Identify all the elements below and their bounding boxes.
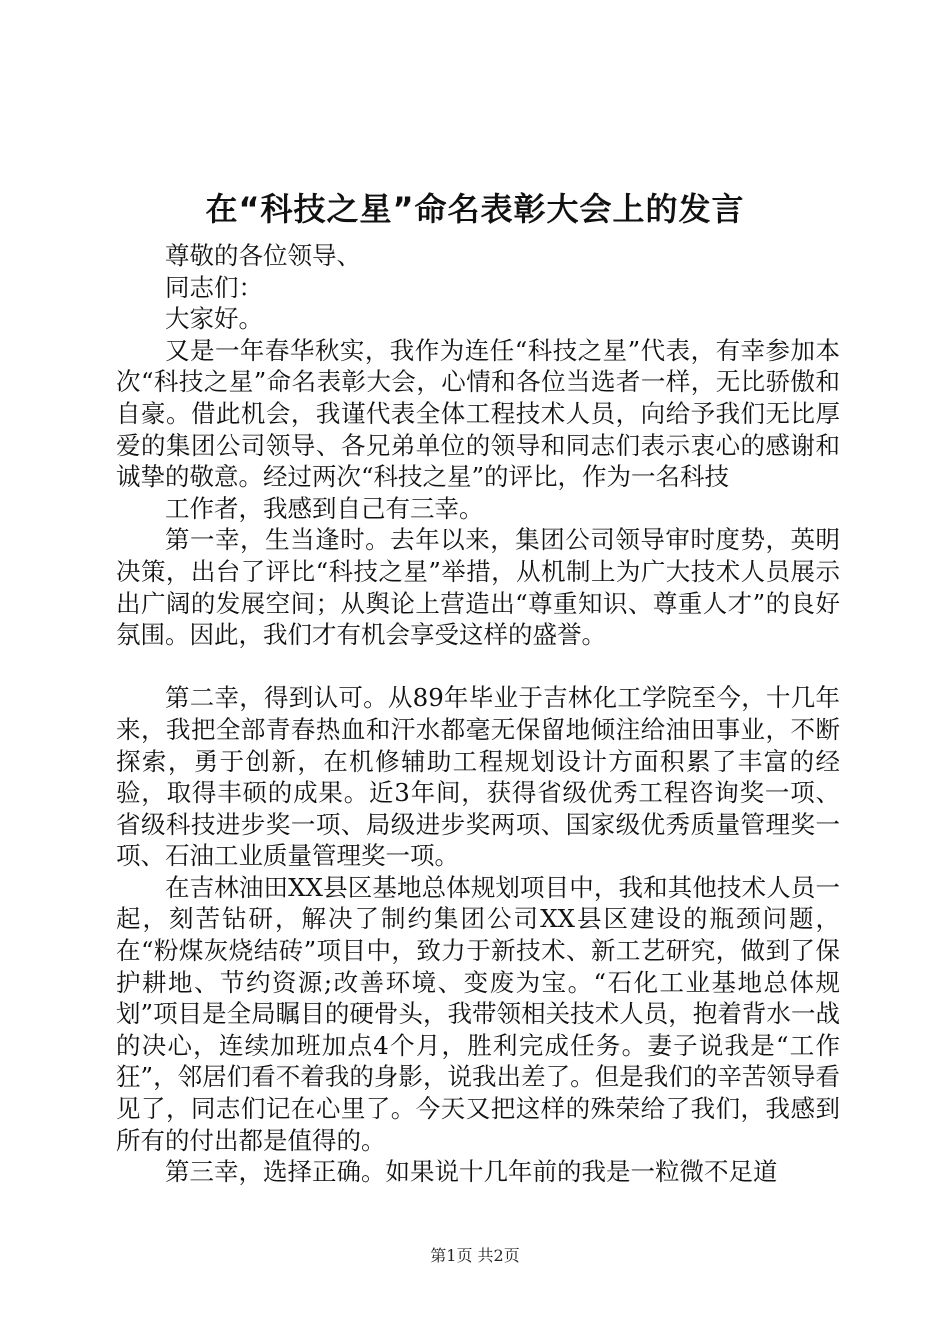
document-body: [116, 240, 840, 1188]
document-title: 在“科技之星”命名表彰大会上的发言: [205, 190, 745, 228]
paragraph-second-fortune: 第二幸，得到认可。从89年毕业于吉林化工学院至今，十几年来，我把全部青春热血和汗水都毫无保留地倾注给油田事业，不断探索，勇于创新，在机修辅助工程规划设计方面积累了丰富的经验，取得丰硕的成果。近3年间，获得省级优秀工程咨询奖一项、省级科技进步奖一项、局级进步奖两项、国家级优秀质量管理奖一项、石油工业质量管理奖一项。: [116, 683, 840, 871]
greeting-line: 大家好。: [165, 304, 263, 334]
paragraph-first-fortune: 第一幸，生当逢时。去年以来，集团公司领导审时度势，英明决策，出台了评比“科技之星”举措，从机制上为广大技术人员展示出广阔的发展空间；从舆论上营造出“尊重知识、尊重人才”的良好氛围。因此，我们才有机会享受这样的盛誉。: [116, 525, 840, 650]
paragraph-projects: 在吉林油田XX县区基地总体规划项目中，我和其他技术人员一起，刻苦钻研，解决了制约集团公司XX县区建设的瓶颈问题，在“粉煤灰烧结砖”项目中，致力于新技术、新工艺研究，做到了保护耕地、节约资源;改善环境、变废为宝。“石化工业基地总体规划”项目是全局瞩目的硬骨头，我带领相关技术人员，抱着背水一战的决心，连续加班加点4个月，胜利完成任务。妻子说我是“工作狂”，邻居们看不着我的身影，说我出差了。但是我们的辛苦领导看见了，同志们记在心里了。今天又把这样的殊荣给了我们，我感到所有的付出都是值得的。: [116, 872, 840, 1155]
salutation-line-1: 尊敬的各位领导、: [165, 241, 361, 270]
page-number-footer: 第1页 共2页: [430, 1246, 520, 1265]
paragraph-three-fortunes: 工作者，我感到自己有三幸。: [165, 493, 484, 523]
paragraph-third-fortune: 第三幸，选择正确。如果说十几年前的我是一粒微不足道: [165, 1157, 778, 1187]
salutation-line-2: 同志们：: [165, 272, 263, 302]
paragraph-intro: 又是一年春华秋实，我作为连任“科技之星”代表，有幸参加本次“科技之星”命名表彰大会，心情和各位当选者一样，无比骄傲和自豪。借此机会，我谨代表全体工程技术人员，向给予我们无比厚爱的集团公司领导、各兄弟单位的领导和同志们表示衷心的感谢和诚挚的敬意。经过两次“科技之星”的评比，作为一名科技: [116, 335, 840, 492]
